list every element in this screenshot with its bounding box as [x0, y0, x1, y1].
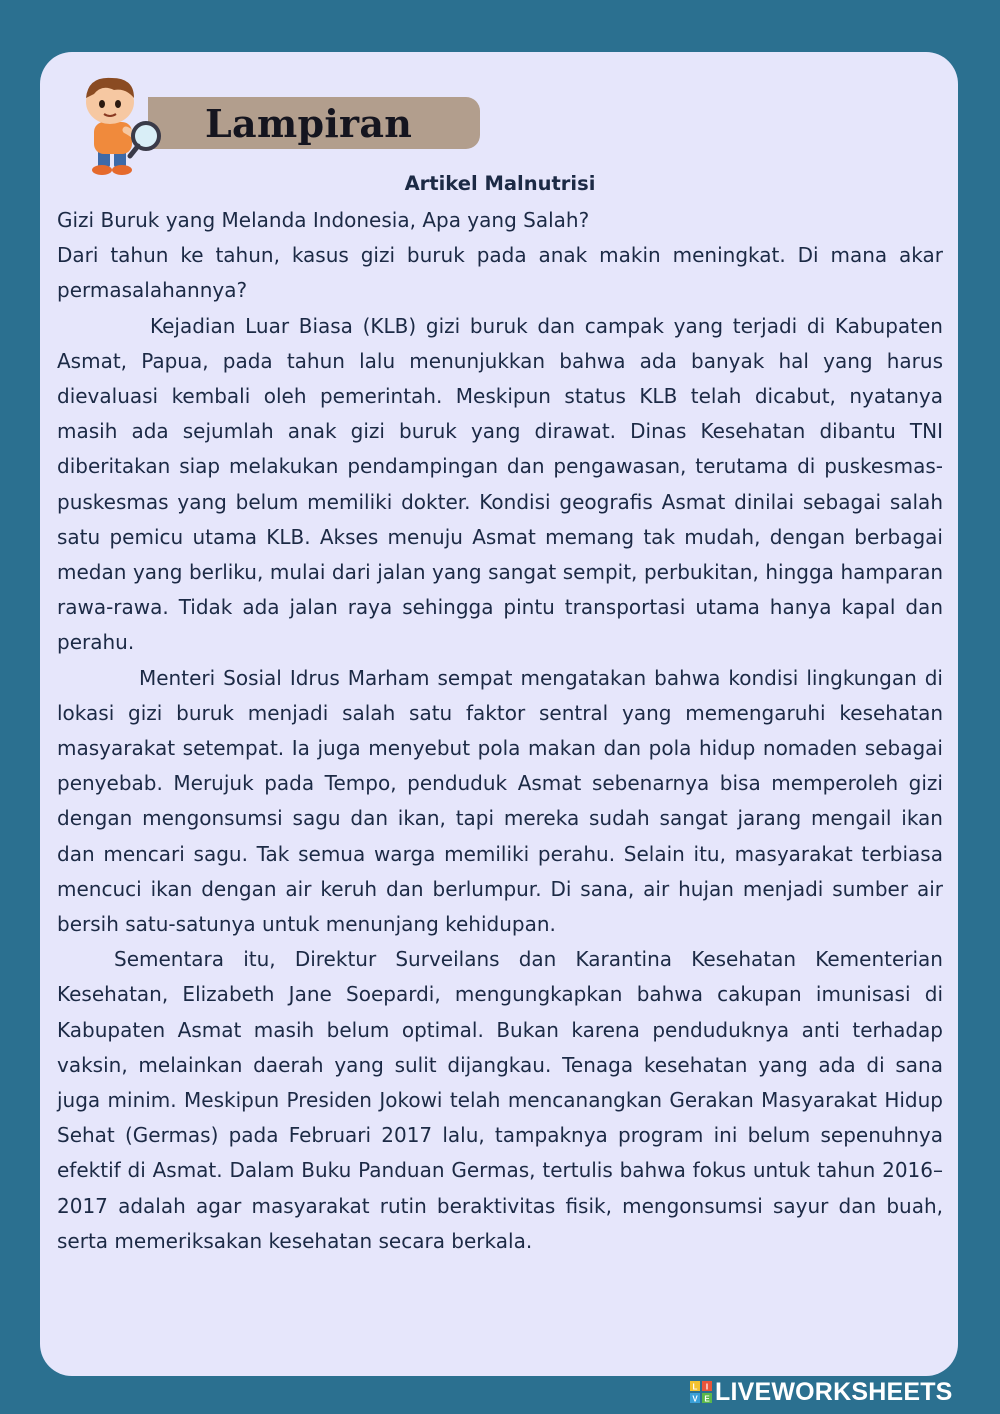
article-body	[57, 203, 943, 1259]
article-headline: Gizi Buruk yang Melanda Indonesia, Apa yang Salah?	[57, 208, 590, 232]
logo-letter: L	[692, 1382, 698, 1392]
kid-with-magnifier-icon	[68, 66, 164, 178]
article-paragraph: Menteri Sosial Idrus Marham sempat mengatakan bahwa kondisi lingkungan di lokasi gizi buruk menjadi salah satu faktor sentral yang memengaruhi kesehatan masyarakat setempat. Ia juga menyebut pola makan dan pola hidup nomaden sebagai penyebab. Merujuk pada Tempo, penduduk Asmat sebenarnya bisa memperoleh gizi dengan mengonsumsi sagu dan ikan, tapi mereka sudah sangat jarang mengail ikan dan mencari sagu. Tak semua warga memiliki perahu. Selain itu, masyarakat terbiasa mencuci ikan dengan air keruh dan berlumpur. Di sana, air hujan menjadi sumber air bersih satu-satunya untuk menunjang kehidupan.	[57, 665, 943, 937]
liveworksheets-logo-icon	[690, 1381, 712, 1403]
article-paragraph: Sementara itu, Direktur Surveilans dan Karantina Kesehatan Kementerian Kesehatan, Elizabeth Jane Soepardi, mengungkapkan bahwa cakupan imunisasi di Kabupaten Asmat masih belum optimal. Bukan karena penduduknya anti terhadap vaksin, melainkan daerah yang sulit dijangkau. Tenaga kesehatan yang ada di sana juga minim. Meskipun Presiden Jokowi telah mencanangkan Gerakan Masyarakat Hidup Sehat (Germas) pada Februari 2017 lalu, tampaknya program ini belum sepenuhnya efektif di Asmat. Dalam Buku Panduan Germas, tertulis bahwa fokus untuk tahun 2016–2017 adalah agar masyarakat rutin beraktivitas fisik, mengonsumsi sayur dan buah, serta memeriksakan kesehatan secara berkala.	[57, 947, 943, 1253]
liveworksheets-watermark	[690, 1378, 953, 1406]
article-paragraph: Kejadian Luar Biasa (KLB) gizi buruk dan campak yang terjadi di Kabupaten Asmat, Papua, pada tahun lalu menunjukkan bahwa ada banyak hal yang harus dievaluasi kembali oleh pemerintah. Meskipun status KLB telah dicabut, nyatanya masih ada sejumlah anak gizi buruk yang dirawat. Dinas Kesehatan dibantu TNI diberitakan siap melakukan pendampingan dan pengawasan, terutama di puskesmas-puskesmas yang belum memiliki dokter. Kondisi geografis Asmat dinilai sebagai salah satu pemicu utama KLB. Akses menuju Asmat memang tak mudah, dengan berbagai medan yang berliku, mulai dari jalan yang sangat sempit, perbukitan, hingga hamparan rawa-rawa. Tidak ada jalan raya sehingga pintu transportasi utama hanya kapal dan perahu.	[57, 313, 943, 655]
logo-letter: E	[704, 1394, 710, 1403]
article-title: Artikel Malnutrisi	[404, 172, 596, 195]
watermark-text: LIVEWORKSHEETS	[715, 1377, 953, 1406]
logo-letter: V	[692, 1394, 698, 1403]
article-lead: Dari tahun ke tahun, kasus gizi buruk pada anak makin meningkat. Di mana akar permasalahannya?	[57, 243, 943, 303]
logo-letter: I	[705, 1382, 709, 1392]
page-title: Lampiran	[205, 101, 413, 146]
